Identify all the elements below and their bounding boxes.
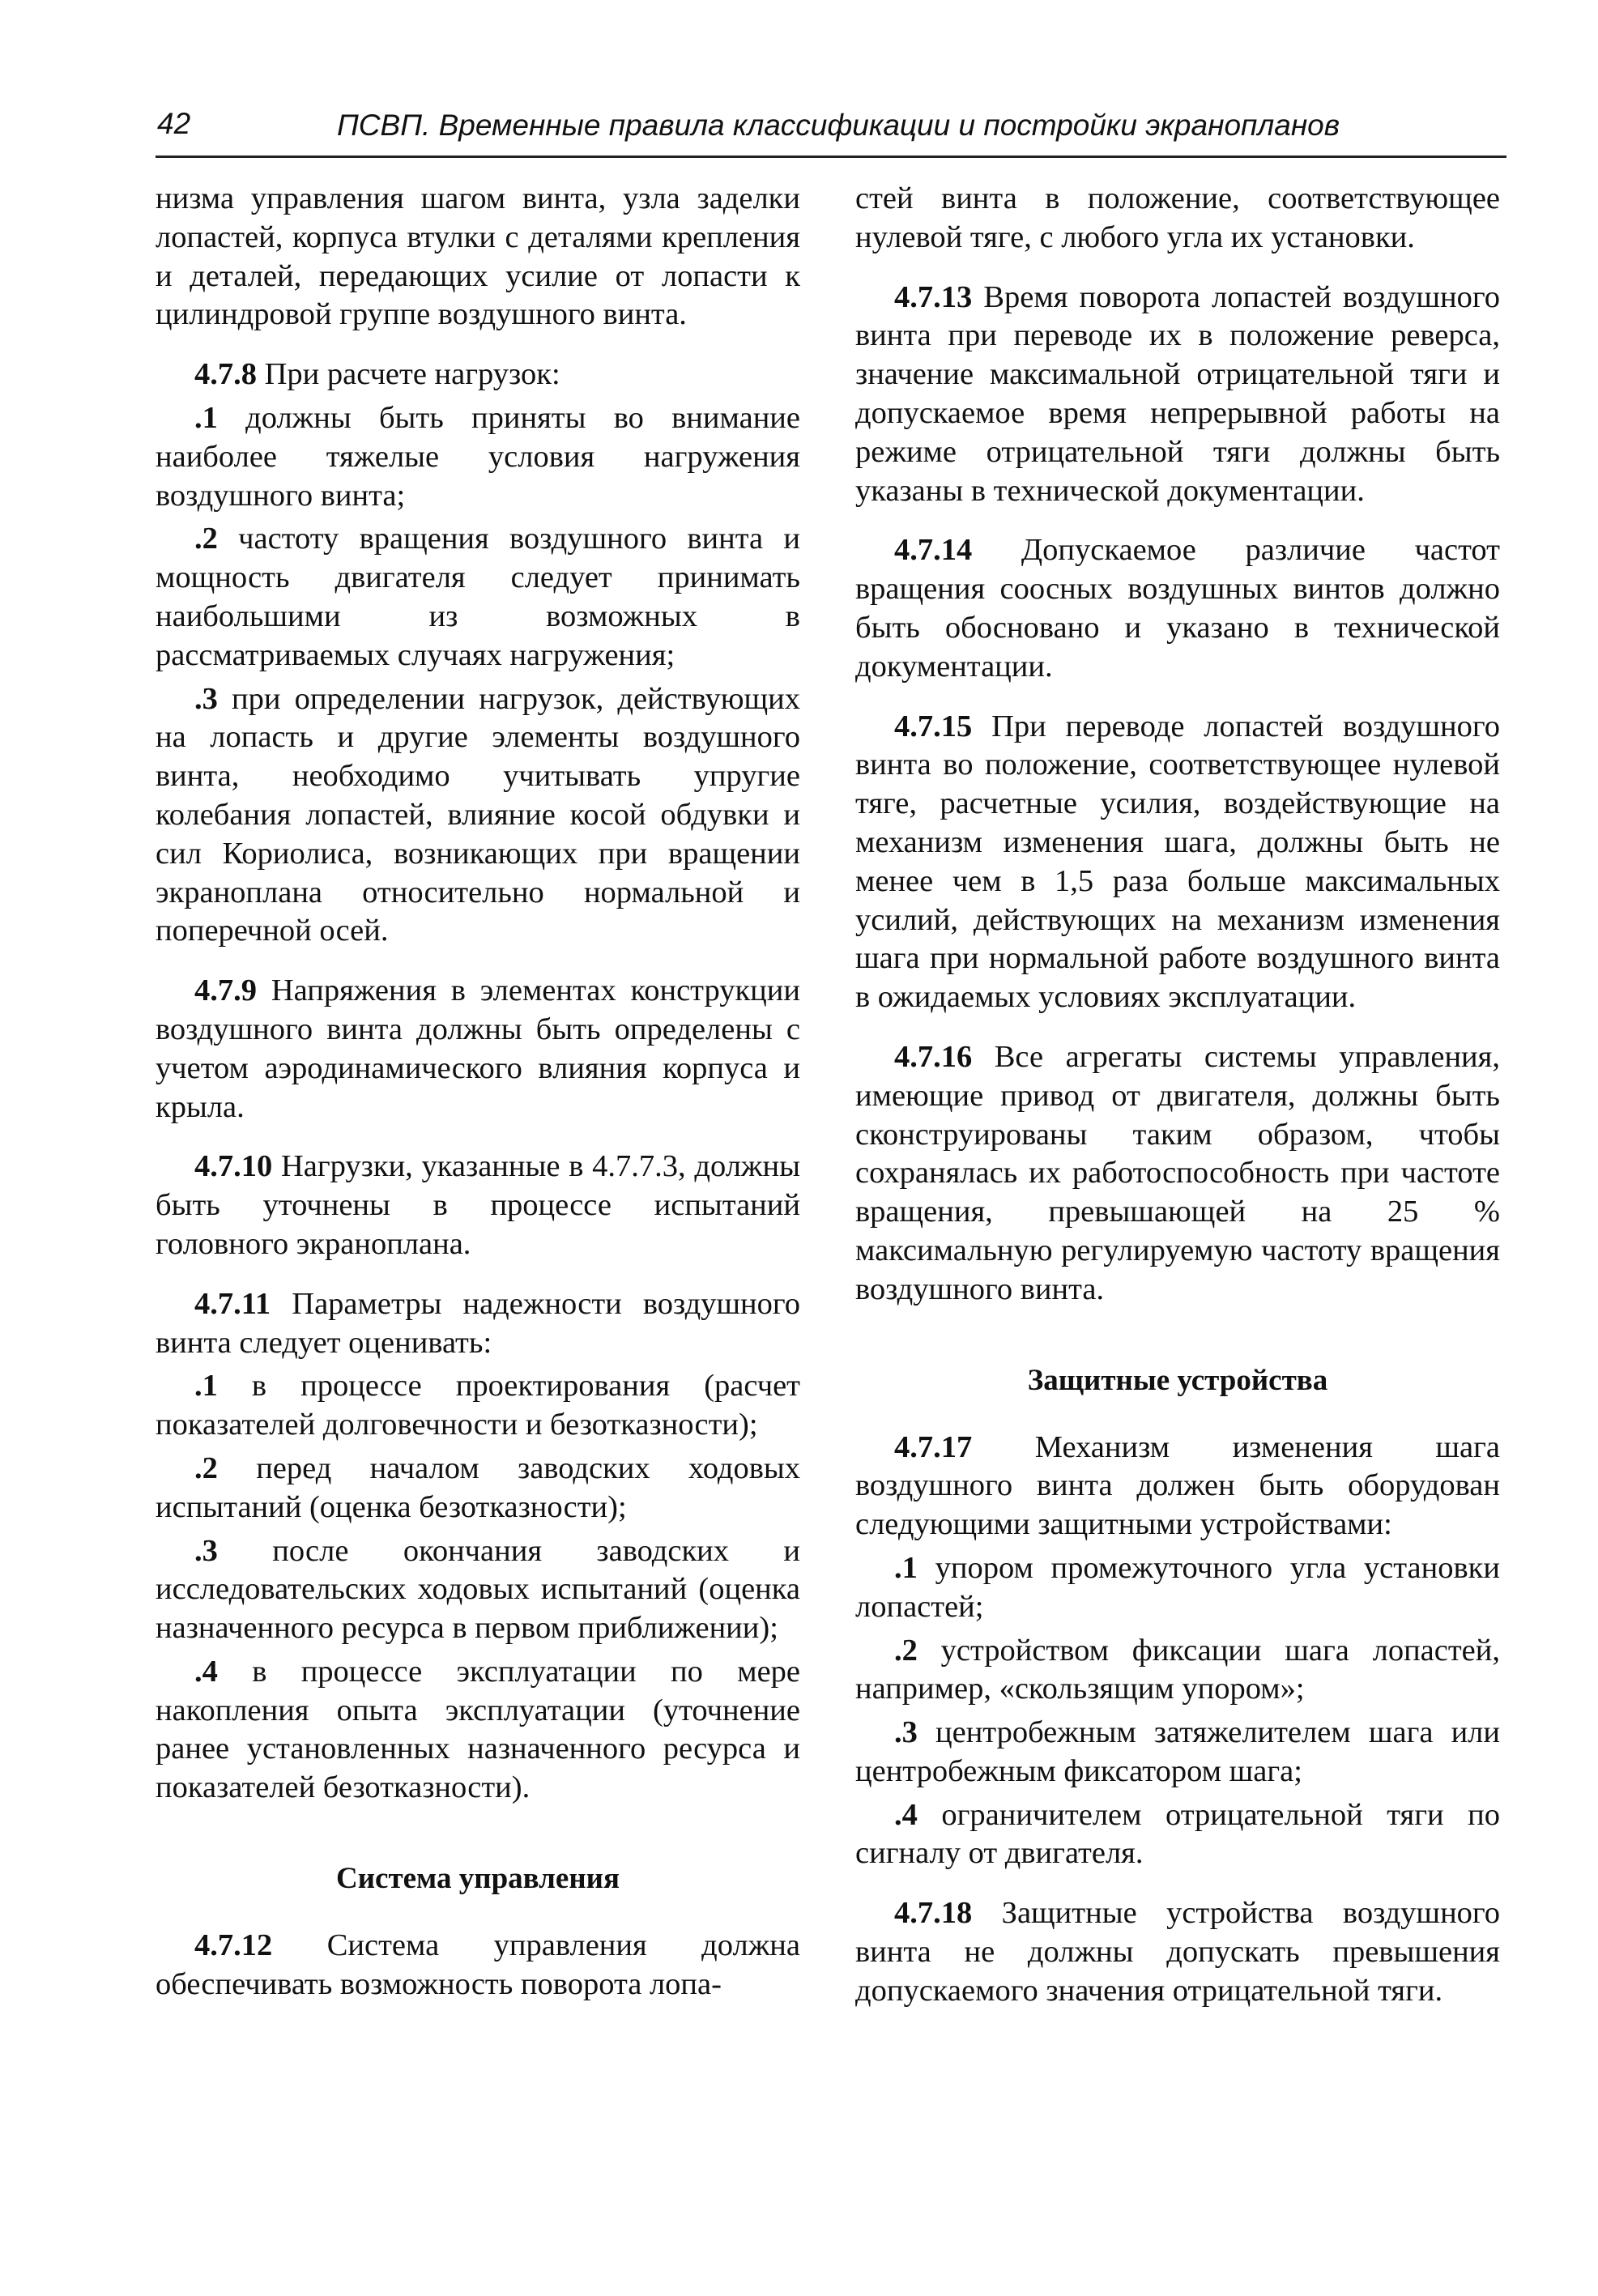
- clause-4-7-17-2: .2 устройством фиксации шага лопастей, например, «скользящим упором»;: [855, 1633, 1500, 1706]
- clause-4-7-12: 4.7.12 Система управления должна обеспечивать возможность поворота лопа-: [156, 1928, 800, 2001]
- running-title: ПСВП. Временные правила классификации и постройки экранопланов: [337, 109, 1340, 142]
- section-heading-protective-devices: Защитные устройства: [1027, 1363, 1328, 1397]
- clause-4-7-9: 4.7.9 Напряжения в элементах конструкции воздушного винта должны быть определены с учетом аэродинамического влияния корпуса и крыла.: [156, 973, 800, 1124]
- clause-4-7-10: 4.7.10 Нагрузки, указанные в 4.7.7.3, должны быть уточнены в процессе испытаний головного экраноплана.: [156, 1149, 800, 1261]
- clause-4-7-17-3: .3 центробежным затяжелителем шага или центробежным фиксатором шага;: [855, 1715, 1500, 1788]
- clause-4-7-17: 4.7.17 Механизм изменения шага воздушного винта должен быть оборудован следующими защитными устройствами:: [855, 1429, 1500, 1542]
- paragraph-continuation: стей винта в положение, соответствующее нулевой тяге, с любого угла их установки.: [855, 181, 1500, 254]
- clause-4-7-16: 4.7.16 Все агрегаты системы управления, имеющие привод от двигателя, должны быть сконструированы таким образом, чтобы сохранялась их работоспособность при частоте вращения, превышающей на 25 % максимальную регулируемую частоту вращения воздушного винта.: [855, 1039, 1500, 1306]
- clause-4-7-11-1: .1 в процессе проектирования (расчет показателей долговечности и безотказности);: [156, 1369, 800, 1442]
- clause-4-7-8-3: .3 при определении нагрузок, действующих на лопасть и другие элементы воздушного винта, необходимо учитывать упругие колебания лопастей, влияние косой обдувки и сил Кориолиса, возникающих при вращении экраноплана относительно нормальной и поперечной осей.: [156, 681, 800, 948]
- clause-4-7-8-2: .2 частоту вращения воздушного винта и мощность двигателя следует принимать наибольшими из возможных в рассматриваемых случаях нагружения;: [156, 522, 800, 672]
- clause-4-7-17-4: .4 ограничителем отрицательной тяги по сигналу от двигателя.: [855, 1797, 1500, 1871]
- section-heading-control-system: Система управления: [336, 1862, 620, 1896]
- page-header: [156, 102, 1506, 158]
- clause-4-7-11-2: .2 перед началом заводских ходовых испытаний (оценка безотказности);: [156, 1450, 800, 1524]
- clause-4-7-14: 4.7.14 Допускаемое различие частот вращения соосных воздушных винтов должно быть обосновано и указано в технической документации.: [855, 533, 1500, 684]
- clause-4-7-8-1: .1 должны быть приняты во внимание наиболее тяжелые условия нагружения воздушного винта;: [156, 400, 800, 513]
- right-column: [855, 180, 1500, 2032]
- clause-4-7-11: 4.7.11 Параметры надежности воздушного винта следует оценивать:: [156, 1286, 800, 1360]
- left-column: [156, 180, 800, 2026]
- clause-4-7-15: 4.7.15 При переводе лопастей воздушного винта во положение, соответствующее нулевой тяге, расчетные усилия, воздействующие на механизм изменения шага, должны быть не менее чем в 1,5 раза больше максимальных усилий, действующих на механизм изменения шага при нормальной работе воздушного винта в ожидаемых условиях эксплуатации.: [855, 709, 1500, 1015]
- clause-4-7-18: 4.7.18 Защитные устройства воздушного винта не должны допускать превышения допускаемого значения отрицательной тяги.: [855, 1896, 1500, 2008]
- clause-4-7-11-3: .3 после окончания заводских и исследовательских ходовых испытаний (оценка назначенного ресурса в первом приближении);: [156, 1533, 800, 1646]
- clause-4-7-17-1: .1 упором промежуточного угла установки лопастей;: [855, 1550, 1500, 1624]
- clause-4-7-11-4: .4 в процессе эксплуатации по мере накопления опыта эксплуатации (уточнение ранее установленных назначенного ресурса и показателей безотказности).: [156, 1654, 800, 1805]
- clause-4-7-13: 4.7.13 Время поворота лопастей воздушного винта при переводе их в положение реверса, значение максимальной отрицательной тяги и допускаемое время непрерывной работы на режиме отрицательной тяги должны быть указаны в технической документации.: [855, 279, 1500, 508]
- page-number: 42: [157, 107, 191, 140]
- paragraph-continuation: низма управления шагом винта, узла заделки лопастей, корпуса втулки с деталями крепления и деталей, передающих усилие от лопасти к цилиндровой группе воздушного винта.: [156, 181, 800, 332]
- clause-4-7-8: 4.7.8 При расчете нагрузок:: [194, 357, 560, 392]
